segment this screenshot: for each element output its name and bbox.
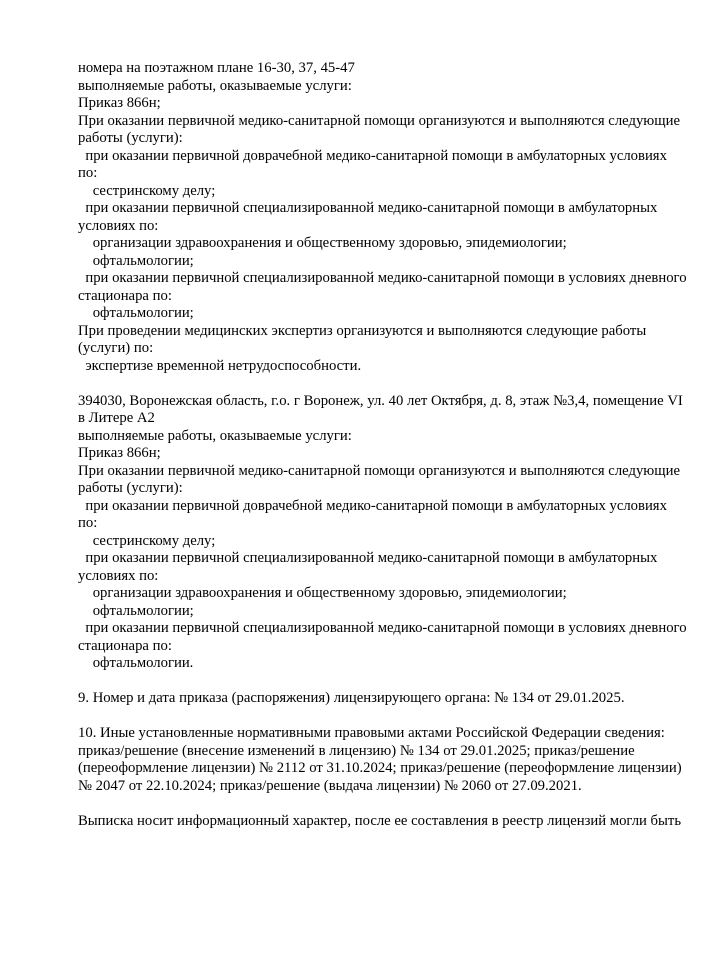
text-line: офтальмологии; [78,602,194,619]
text-line: выполняемые работы, оказываемые услуги: [78,77,352,94]
text-line: номера на поэтажном плане 16-30, 37, 45-47 [78,60,355,76]
text-line: стационара по: [78,637,172,654]
address-line: в Литере А2 [78,410,155,426]
text-line: по: [78,515,98,531]
text-line: работы (услуги): [78,480,183,496]
text-line: При оказании первичной медико-санитарной помощи организуются и выполняются следующие [78,462,680,479]
text-line: организации здравоохранения и общественному здоровью, эпидемиологии; [78,585,567,601]
text-line: Приказ 866н; [78,95,161,111]
text-line: при оказании первичной специализированной медико-санитарной помощи в условиях дневного [78,620,687,636]
text-line: офтальмологии; [78,252,194,269]
text-line: Выписка носит информационный характер, после ее составления в реестр лицензий могли быть [78,812,682,829]
text-line: При оказании первичной медико-санитарной помощи организуются и выполняются следующие [78,112,680,129]
text-line: условиях по: [78,217,159,234]
text-line: офтальмологии; [78,305,194,321]
license-extract-document [78,60,708,848]
disclaimer-block [78,813,708,831]
text-line: 10. Иные установленные нормативными правовыми актами Российской Федерации сведения: [78,725,665,741]
text-line: при оказании первичной доврачебной медико-санитарной помощи в амбулаторных условиях [78,147,667,164]
text-line: условиях по: [78,567,159,584]
text-line: при оказании первичной доврачебной медико-санитарной помощи в амбулаторных условиях [78,497,667,514]
location-1-works-block [78,60,708,375]
text-line: стационара по: [78,287,172,304]
text-line: экспертизе временной нетрудоспособности. [78,357,362,374]
text-line: при оказании первичной специализированной медико-санитарной помощи в амбулаторных [78,550,658,566]
text-line: № 2047 от 22.10.2024; приказ/решение (выдача лицензии) № 2060 от 27.09.2021. [78,777,582,794]
text-line: при оказании первичной специализированной медико-санитарной помощи в условиях дневного [78,270,687,286]
text-line: 9. Номер и дата приказа (распоряжения) лицензирующего органа: № 134 от 29.01.2025. [78,690,625,706]
location-2-works-block [78,393,708,673]
text-line: при оказании первичной специализированной медико-санитарной помощи в амбулаторных [78,200,658,216]
item-9-order-number-block [78,690,708,708]
text-line: сестринскому делу; [78,532,216,549]
text-line: по: [78,165,98,181]
text-line: работы (услуги): [78,130,183,146]
text-line: офтальмологии. [78,655,194,671]
address-line: 394030, Воронежская область, г.о. г Воронеж, ул. 40 лет Октября, д. 8, этаж №3,4, помещение VI [78,392,683,409]
text-line: организации здравоохранения и общественному здоровью, эпидемиологии; [78,235,567,251]
text-line: (переоформление лицензии) № 2112 от 31.10.2024; приказ/решение (переоформление лицензии) [78,760,682,776]
text-line: Приказ 866н; [78,445,161,461]
text-line: выполняемые работы, оказываемые услуги: [78,427,352,444]
text-line: приказ/решение (внесение изменений в лицензию) № 134 от 29.01.2025; приказ/решение [78,742,635,759]
item-10-other-info-block [78,725,708,795]
text-line: (услуги) по: [78,340,154,356]
text-line: сестринскому делу; [78,182,216,199]
text-line: При проведении медицинских экспертиз организуются и выполняются следующие работы [78,322,647,339]
